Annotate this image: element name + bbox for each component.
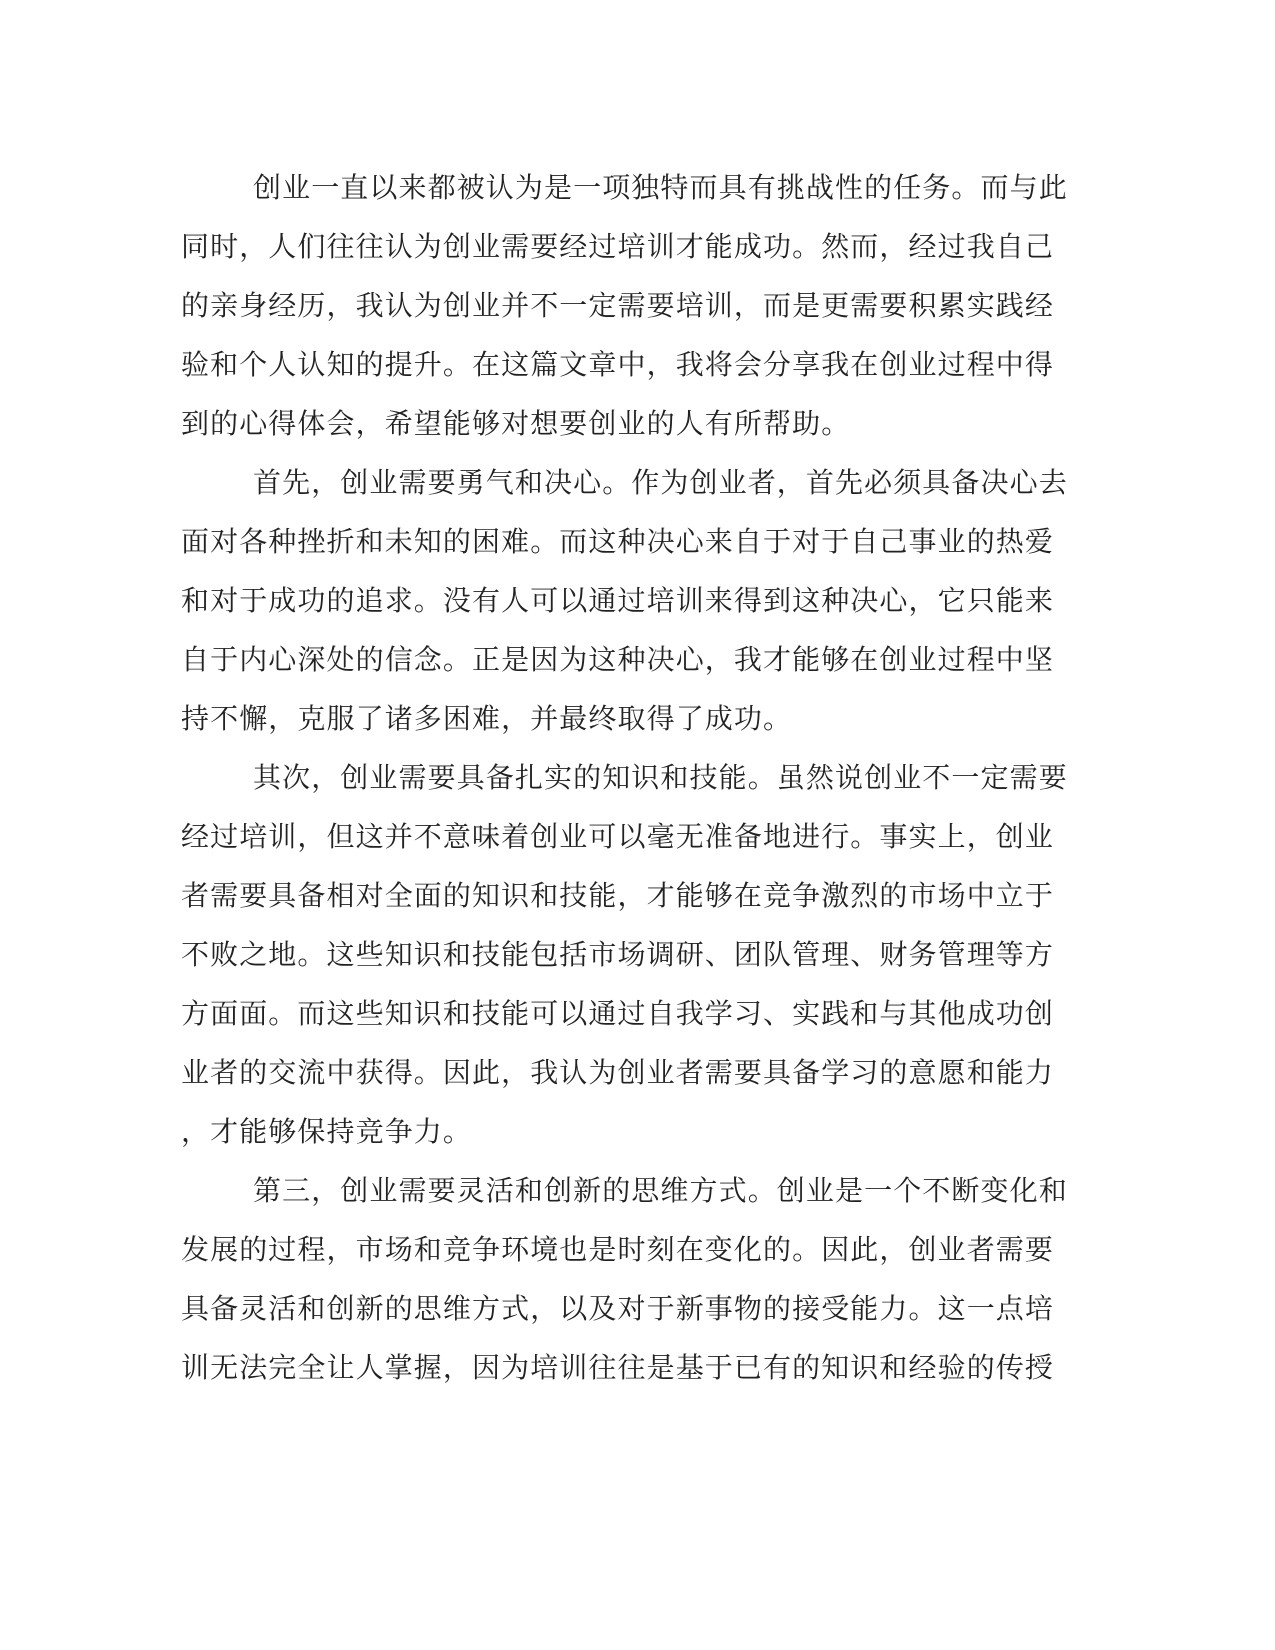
text-line: 和对于成功的追求。没有人可以通过培训来得到这种决心，它只能来 [181,584,1055,617]
text-line: 训无法完全让人掌握，因为培训往往是基于已有的知识和经验的传授 [181,1351,1055,1384]
text-line: 经过培训，但这并不意味着创业可以毫无准备地进行。事实上，创业 [181,820,1055,853]
text-line: 持不懈，克服了诸多困难，并最终取得了成功。 [181,702,793,735]
text-line: 验和个人认知的提升。在这篇文章中，我将会分享我在创业过程中得 [181,348,1055,381]
text-line: 自于内心深处的信念。正是因为这种决心，我才能够在创业过程中坚 [181,643,1055,676]
text-line: 者需要具备相对全面的知识和技能，才能够在竞争激烈的市场中立于 [181,879,1055,912]
document-body [181,158,1068,1397]
text-line: 的亲身经历，我认为创业并不一定需要培训，而是更需要积累实践经 [181,289,1055,322]
paragraph-first-line: 其次，创业需要具备扎实的知识和技能。虽然说创业不一定需要 [253,761,1068,794]
text-line: 面对各种挫折和未知的困难。而这种决心来自于对于自己事业的热爱 [181,525,1055,558]
text-line: 具备灵活和创新的思维方式，以及对于新事物的接受能力。这一点培 [181,1292,1055,1325]
text-line: 业者的交流中获得。因此，我认为创业者需要具备学习的意愿和能力 [181,1056,1055,1089]
text-line: 同时，人们往往认为创业需要经过培训才能成功。然而，经过我自己 [181,230,1055,263]
text-line: ，才能够保持竞争力。 [181,1115,473,1148]
paragraph-first-line: 首先，创业需要勇气和决心。作为创业者，首先必须具备决心去 [253,466,1068,499]
text-line: 到的心得体会，希望能够对想要创业的人有所帮助。 [181,407,851,440]
text-line: 不败之地。这些知识和技能包括市场调研、团队管理、财务管理等方 [181,938,1055,971]
paragraph-first-line: 第三，创业需要灵活和创新的思维方式。创业是一个不断变化和 [253,1174,1068,1207]
text-line: 方面面。而这些知识和技能可以通过自我学习、实践和与其他成功创 [181,997,1055,1030]
paragraph-first-line: 创业一直以来都被认为是一项独特而具有挑战性的任务。而与此 [253,171,1068,204]
text-line: 发展的过程，市场和竞争环境也是时刻在变化的。因此，创业者需要 [181,1233,1055,1266]
